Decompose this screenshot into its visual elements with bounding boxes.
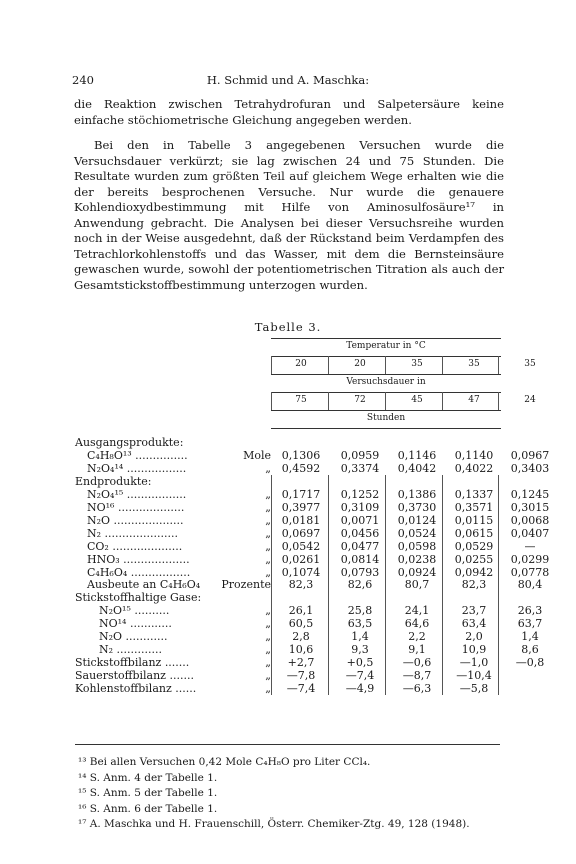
table-cell: 1,4	[521, 630, 539, 644]
hours-cell: 72	[354, 395, 366, 405]
table-cell: 80,4	[517, 578, 543, 592]
table-cell: 0,4042	[397, 461, 437, 475]
table-cell: —4,9	[345, 682, 375, 696]
table-cell: 0,1386	[397, 487, 437, 501]
table-cell: 0,0255	[454, 552, 494, 566]
row-label: Stickstoffbilanz .......	[75, 656, 190, 670]
hours-cell: 45	[411, 395, 423, 405]
table-cell: 0,1140	[454, 448, 494, 462]
footnote: ¹³ Bei allen Versuchen 0,42 Mole C₄H₈O pro Liter CCl₄.	[78, 756, 371, 768]
footnote: ¹⁴ S. Anm. 4 der Tabelle 1.	[78, 771, 218, 784]
table-cell: 0,1337	[454, 487, 494, 501]
header-rule	[271, 338, 501, 339]
row-label: N₂O₄¹⁵ .................	[87, 487, 187, 501]
table-cell: 0,3015	[510, 500, 550, 514]
row-label: C₄H₈O¹³ ...............	[87, 448, 188, 462]
row-unit: Mole	[243, 448, 271, 462]
column-divider	[385, 356, 386, 374]
table-cell: 60,5	[288, 617, 314, 631]
header-rule	[271, 410, 501, 411]
row-unit: „	[265, 513, 271, 527]
column-divider	[328, 356, 329, 374]
table-cell: 0,0615	[454, 526, 494, 540]
row-label: HNO₃ ...................	[87, 552, 190, 566]
table-cell: 0,0814	[340, 552, 380, 566]
table-cell: —7,4	[286, 682, 316, 696]
table-cell: —0,8	[515, 656, 545, 670]
table-cell: 0,3571	[454, 500, 494, 514]
paragraph-2: Bei den in Tabelle 3 angegebenen Versuchen wurde die Versuchsdauer verkürzt; sie lag zwischen 24 und 75 Stunden. Die Resultate wurden zum größten Teil auf gleichem Wege erhalten wie die der bereits besprochenen Versuche. Nur wurde die genauere Kohlendioxydbestimmung mit Hilfe von Aminosulfosäure¹⁷ in Anwendung gebracht. Die Analysen bei dieser Versuchsreihe wurden noch in der Weise ausgedehnt, daß der Rückstand beim Verdampfen des Tetrachlorkohlenstoffs und das Wasser, mit dem die Bernsteinsäure gewaschen wurde, sowohl der potentiometrischen Titration als auch der Gesamtstickstoffbestimmung unterzogen wurden.	[74, 138, 504, 292]
row-unit: „	[265, 461, 271, 475]
row-unit: „	[265, 526, 271, 540]
column-divider	[498, 356, 499, 374]
row-unit: „	[265, 617, 271, 631]
table-cell: 0,0529	[454, 539, 494, 553]
temp-cell: 35	[524, 359, 536, 369]
table-cell: 0,1146	[397, 448, 437, 462]
row-unit: „	[265, 604, 271, 618]
row-label: CO₂ ....................	[87, 539, 183, 553]
table-cell: 63,7	[517, 617, 543, 631]
column-divider	[271, 475, 272, 695]
table-cell: —5,8	[459, 682, 489, 696]
temp-cell: 35	[468, 359, 480, 369]
table-cell: —7,4	[345, 669, 375, 683]
table-cell: 2,8	[292, 630, 310, 644]
row-label: N₂ .............	[99, 643, 162, 657]
hours-cell: 24	[524, 395, 536, 405]
row-unit: „	[265, 487, 271, 501]
table-cell: 0,0477	[340, 539, 380, 553]
table-cell: 0,0068	[510, 513, 550, 527]
table-cell: 0,0542	[281, 539, 321, 553]
table-cell: 0,0261	[281, 552, 321, 566]
column-divider	[498, 475, 499, 695]
table-cell: 80,7	[404, 578, 430, 592]
row-label: Ausgangsprodukte:	[75, 436, 184, 449]
table-cell: 8,6	[521, 643, 539, 657]
temp-cell: 35	[411, 359, 423, 369]
temp-label: Temperatur in °C	[346, 341, 426, 351]
table-cell: 1,4	[351, 630, 369, 644]
table-cell: 2,2	[408, 630, 426, 644]
row-label: N₂O ....................	[87, 513, 184, 527]
column-divider	[385, 475, 386, 695]
row-label: C₄H₆O₄ .................	[87, 565, 191, 579]
table-cell: 64,6	[404, 617, 430, 631]
table-cell: 0,3109	[340, 500, 380, 514]
dauer-label: Versuchsdauer in	[346, 377, 426, 387]
header-rule	[271, 374, 501, 375]
table-cell: 0,0524	[397, 526, 437, 540]
table-cell: 0,0299	[510, 552, 550, 566]
row-label: Ausbeute an C₄H₆O₄	[87, 578, 201, 592]
footnote: ¹⁷ A. Maschka und H. Frauenschill, Österr. Chemiker-Ztg. 49, 128 (1948).	[78, 818, 470, 831]
table-cell: +0,5	[346, 656, 374, 670]
table-cell: 26,3	[517, 604, 543, 618]
page-number: 240	[72, 73, 94, 87]
table-cell: 82,3	[461, 578, 487, 592]
table-cell: 0,4022	[454, 461, 494, 475]
row-label: N₂ .....................	[87, 526, 178, 540]
column-divider	[271, 392, 272, 410]
table-cell: 0,1252	[340, 487, 380, 501]
table-cell: 0,3374	[340, 461, 380, 475]
table-cell: 10,6	[288, 643, 314, 657]
row-label: NO¹⁴ ............	[99, 617, 172, 631]
row-unit: „	[265, 552, 271, 566]
footnote: ¹⁵ S. Anm. 5 der Tabelle 1.	[78, 787, 218, 800]
table-cell: 0,0598	[397, 539, 437, 553]
table-cell: 0,3977	[281, 500, 321, 514]
table-cell: 0,0238	[397, 552, 437, 566]
table-cell: 26,1	[288, 604, 314, 618]
row-unit: „	[265, 539, 271, 553]
table-cell: —8,7	[402, 669, 432, 683]
paragraph-1: die Reaktion zwischen Tetrahydrofuran und Salpetersäure keine einfache stöchiometrische Gleichung angegeben werden.	[74, 97, 504, 127]
table-cell: 0,0456	[340, 526, 380, 540]
table-cell: 0,0778	[510, 565, 550, 579]
table-cell: 0,0924	[397, 565, 437, 579]
table-cell: —	[524, 539, 536, 553]
row-label: NO¹⁶ ...................	[87, 500, 185, 514]
hours-cell: 47	[468, 395, 480, 405]
table-cell: 0,3730	[397, 500, 437, 514]
table-cell: 10,9	[461, 643, 487, 657]
row-unit: „	[265, 630, 271, 644]
table-cell: 0,4592	[281, 461, 321, 475]
table-cell: 24,1	[404, 604, 430, 618]
table-cell: 0,1245	[510, 487, 550, 501]
table-cell: 82,3	[288, 578, 314, 592]
table-cell: 0,0793	[340, 565, 380, 579]
row-label: Endprodukte:	[75, 474, 152, 488]
footnotes	[78, 755, 470, 833]
row-unit: „	[265, 656, 271, 670]
footnote-rule	[75, 744, 500, 745]
stunden-label: Stunden	[366, 413, 406, 423]
table-cell: 0,0407	[510, 526, 550, 540]
row-label: N₂O¹⁵ ..........	[99, 604, 170, 618]
table-cell: 0,0959	[340, 448, 380, 462]
row-label: Sauerstoffbilanz .......	[75, 669, 194, 683]
column-divider	[328, 392, 329, 410]
row-unit: „	[265, 565, 271, 579]
header-rule	[271, 428, 501, 429]
temp-cell: 20	[354, 359, 366, 369]
table-cell: 0,0071	[340, 513, 380, 527]
table-cell: —10,4	[456, 669, 492, 683]
table-caption: Tabelle 3.	[254, 320, 322, 334]
table-cell: —6,3	[402, 682, 432, 696]
row-label: Kohlenstoffbilanz ......	[75, 682, 197, 696]
table-cell: —1,0	[459, 656, 489, 670]
column-divider	[271, 356, 272, 374]
column-divider	[328, 475, 329, 695]
row-label: N₂O ............	[99, 630, 168, 644]
row-unit: Prozente	[221, 578, 271, 592]
row-unit: „	[265, 500, 271, 514]
table-cell: 25,8	[347, 604, 373, 618]
table-cell: 0,0942	[454, 565, 494, 579]
table-cell: 0,0115	[454, 513, 494, 527]
table-cell: 0,1717	[281, 487, 321, 501]
row-unit: „	[265, 682, 271, 696]
row-label: Stickstoffhaltige Gase:	[75, 591, 202, 605]
table-cell: 0,0124	[397, 513, 437, 527]
table-cell: 63,4	[461, 617, 487, 631]
table-cell: 0,0697	[281, 526, 321, 540]
temp-cell: 20	[295, 359, 307, 369]
table-cell: 2,0	[465, 630, 483, 644]
table-cell: 0,0181	[281, 513, 321, 527]
running-title: H. Schmid und A. Maschka:	[206, 73, 370, 87]
footnote: ¹⁶ S. Anm. 6 der Tabelle 1.	[78, 802, 218, 815]
header-rule	[271, 356, 501, 357]
table-cell: 0,0967	[510, 448, 550, 462]
table-cell: 82,6	[347, 578, 373, 592]
column-divider	[442, 475, 443, 695]
table-cell: 0,3403	[510, 461, 550, 475]
header-rule	[271, 392, 501, 393]
table-cell: 9,3	[351, 643, 369, 657]
row-unit: „	[265, 669, 271, 683]
column-divider	[498, 392, 499, 410]
table-cell: —0,6	[402, 656, 432, 670]
column-divider	[442, 392, 443, 410]
table-cell: —7,8	[286, 669, 316, 683]
table-cell: 23,7	[461, 604, 487, 618]
table-cell: 0,1074	[281, 565, 321, 579]
table-cell: 63,5	[347, 617, 373, 631]
hours-cell: 75	[295, 395, 307, 405]
column-divider	[442, 356, 443, 374]
table-cell: 9,1	[408, 643, 426, 657]
row-unit: „	[265, 643, 271, 657]
column-divider	[385, 392, 386, 410]
table-cell: +2,7	[287, 656, 315, 670]
row-label: N₂O₄¹⁴ .................	[87, 461, 187, 475]
table-cell: 0,1306	[281, 448, 321, 462]
